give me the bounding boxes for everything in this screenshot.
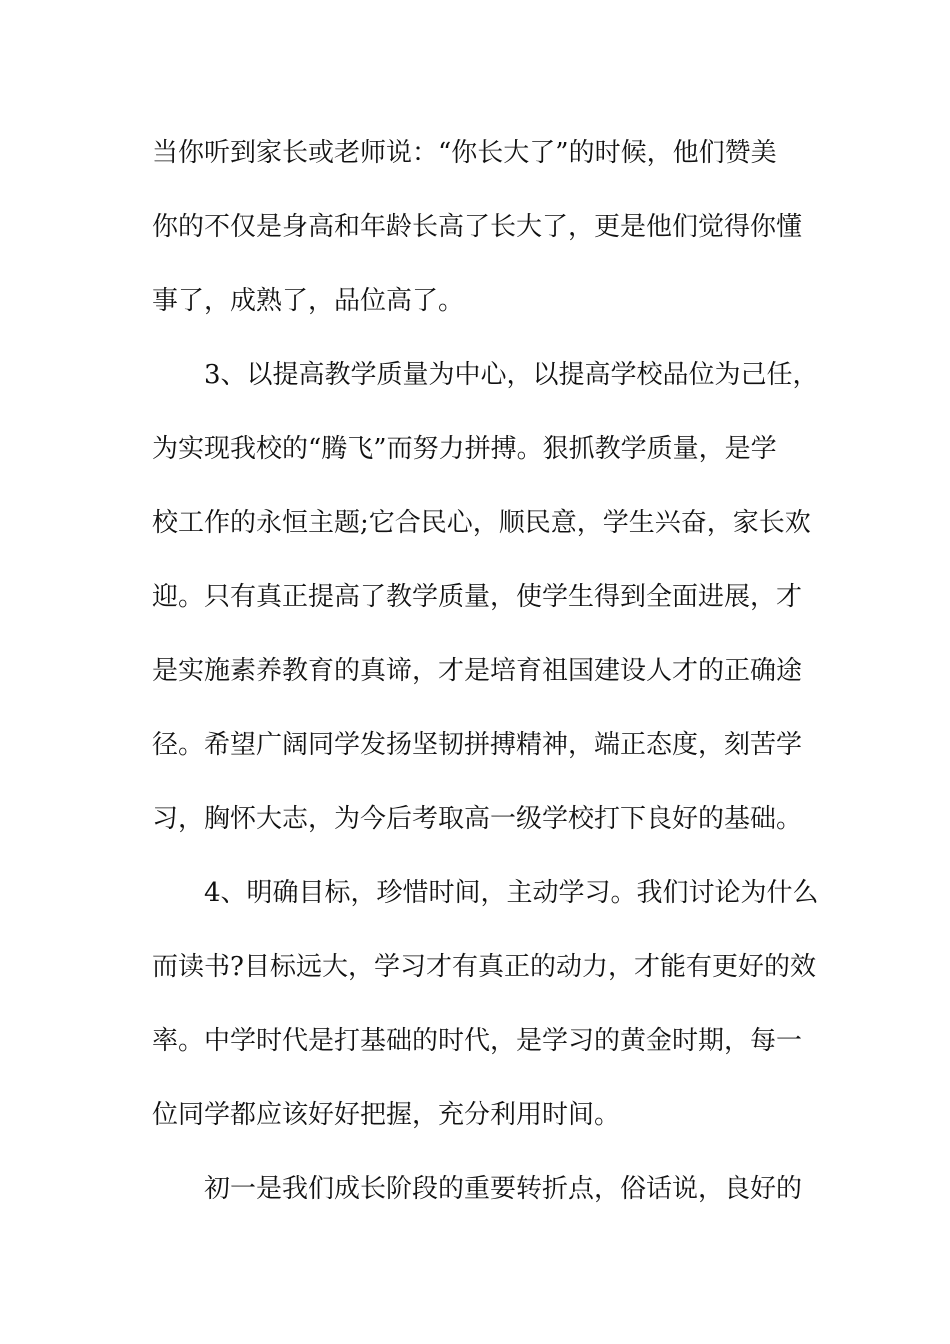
document-body xyxy=(152,128,819,1238)
text-line: 你的不仅是身高和年龄长高了长大了，更是他们觉得你懂 xyxy=(152,212,803,242)
text-line: 位同学都应该好好把握，充分利用时间。 xyxy=(152,1100,621,1130)
text-line: 校工作的永恒主题;它合民心，顺民意，学生兴奋，家长欢 xyxy=(152,508,811,538)
text-line: 而读书?目标远大，学习才有真正的动力，才能有更好的效 xyxy=(152,952,816,982)
text-line: 率。中学时代是打基础的时代，是学习的黄金时期，每一 xyxy=(152,1026,803,1056)
text-line: 为实现我校的“腾飞”而努力拼搏。狠抓教学质量，是学 xyxy=(152,434,777,464)
text-line: 当你听到家长或老师说：“你长大了”的时候，他们赞美 xyxy=(152,138,777,168)
paragraph-start-line: 3、以提高教学质量为中心，以提高学校品位为己任， xyxy=(204,360,819,390)
text-line: 径。希望广阔同学发扬坚韧拼搏精神，端正态度，刻苦学 xyxy=(152,730,803,760)
text-line: 事了，成熟了，品位高了。 xyxy=(152,286,465,316)
text-line: 是实施素养教育的真谛，才是培育祖国建设人才的正确途 xyxy=(152,656,803,686)
paragraph-start-line: 4、明确目标，珍惜时间，主动学习。我们讨论为什么 xyxy=(204,878,819,908)
paragraph-start-line: 初一是我们成长阶段的重要转折点，俗话说，良好的 xyxy=(204,1174,803,1204)
text-line: 习，胸怀大志，为今后考取高一级学校打下良好的基础。 xyxy=(152,804,803,834)
text-line: 迎。只有真正提高了教学质量，使学生得到全面进展，才 xyxy=(152,582,803,612)
